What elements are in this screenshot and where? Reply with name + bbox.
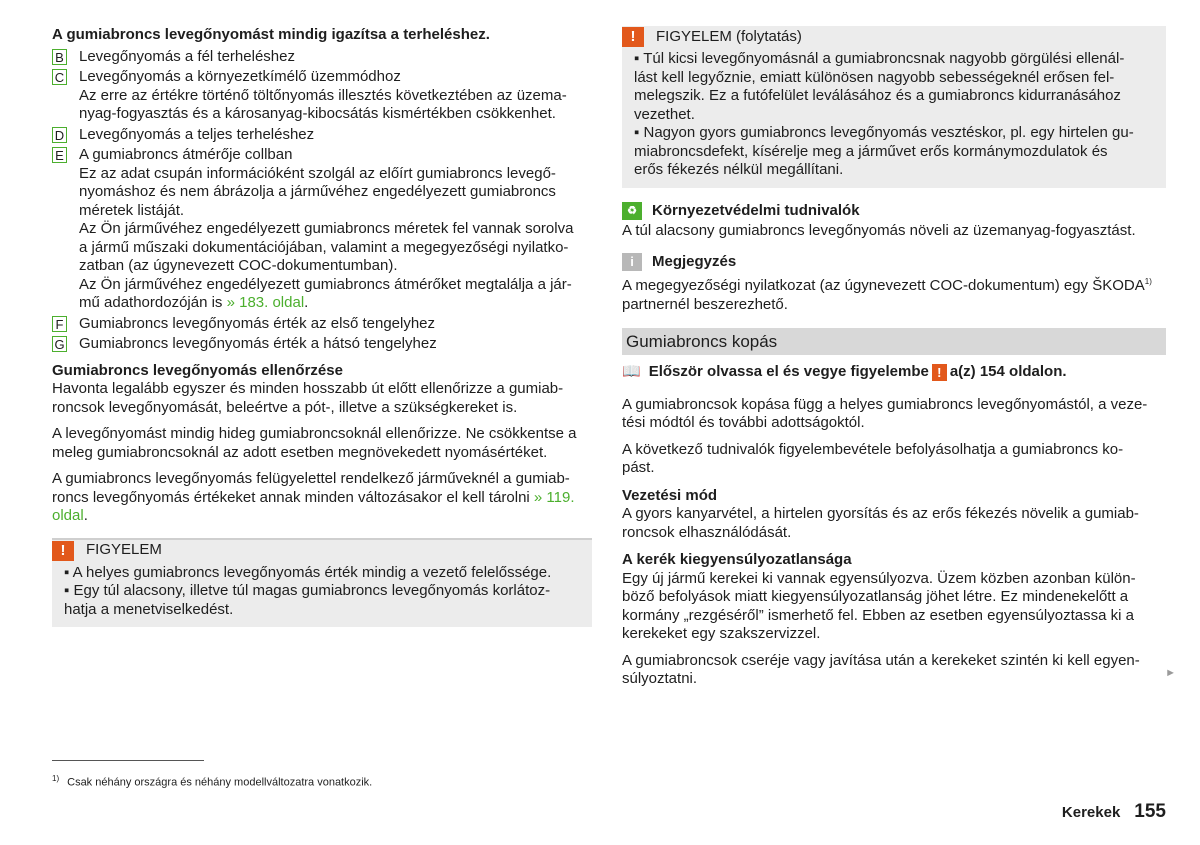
driving-line: roncsok elhasználódását. xyxy=(622,523,792,541)
balance-line: böző befolyások miatt kiegyensúlyozatlanság jöhet létre. Ez mindenekelőtt a xyxy=(622,588,1129,605)
legend-item-f xyxy=(52,315,592,334)
legend-text-run: mű adathordozóján is xyxy=(79,294,227,311)
final-line: súlyoztatni. xyxy=(622,670,698,687)
legend-item-g xyxy=(52,335,592,354)
footnote-mark: 1) xyxy=(52,774,60,783)
legend-text xyxy=(79,294,592,313)
right-column xyxy=(622,26,1166,689)
note-title: Megjegyzés xyxy=(652,252,737,270)
continue-arrow-icon[interactable]: ► xyxy=(1165,667,1176,679)
legend-text: méretek listáját. xyxy=(79,201,185,219)
section-title-bar xyxy=(622,328,1166,355)
legend-key: E xyxy=(52,147,67,163)
warning-box xyxy=(52,538,592,628)
footnote xyxy=(52,772,372,790)
warning-icon[interactable]: ! xyxy=(932,364,947,381)
legend-text: A gumiabroncs átmérője collban xyxy=(79,146,293,163)
warning-line: vezethet. xyxy=(634,105,695,123)
note-header xyxy=(622,253,1166,272)
wear-paragraph-1-line: tési módtól és további adottságoktól. xyxy=(622,414,865,431)
check-paragraph-2-line: meleg gumiabroncsoknál az adott esetben megnövekedett nyomásértéket. xyxy=(52,443,548,461)
balance-heading: A kerék kiegyensúlyozatlansága xyxy=(622,551,852,568)
read-first-text: Először olvassa el és vegye figyelembe xyxy=(648,363,929,380)
info-icon: i xyxy=(622,253,642,271)
eco-text: A túl alacsony gumiabroncs levegőnyomás növeli az üzemanyag-fogyasztást. xyxy=(622,222,1136,239)
warning-line: ▪ A helyes gumiabroncs levegőnyomás érték mindig a vezető felelőssége. xyxy=(64,563,552,581)
legend-text: Az Ön járművéhez engedélyezett gumiabroncs átmérőket megtalálja a jár- xyxy=(79,275,572,293)
warning-continued-box xyxy=(622,26,1166,188)
pressure-adjust-heading: A gumiabroncs levegőnyomást mindig igazítsa a terheléshez. xyxy=(52,26,490,43)
left-column xyxy=(52,26,592,627)
note-line xyxy=(622,273,1166,296)
book-icon: 📖 xyxy=(622,363,641,380)
legend-key: G xyxy=(52,336,67,352)
warning-line: ▪ Túl kicsi levegőnyomásnál a gumiabroncsnak nagyobb görgülési ellenál- xyxy=(634,50,1125,67)
page-number: 155 xyxy=(1134,801,1166,822)
warning-line: hatja a menetviselkedést. xyxy=(64,600,234,618)
legend-key: F xyxy=(52,316,67,332)
warning-line: erős fékezés nélkül megállítani. xyxy=(634,161,844,178)
footnote-divider xyxy=(52,760,204,761)
warning-line: ▪ Egy túl alacsony, illetve túl magas gumiabroncs levegőnyomás korlátoz- xyxy=(64,582,551,599)
legend-item-e xyxy=(52,146,592,313)
warning-line: melegszik. Ez a futófelület leválásához és a gumiabroncs kidurranásához xyxy=(634,87,1121,104)
legend-text: a jármű műszaki dokumentációjában, valamint a megegyezőségi nyilatko- xyxy=(79,238,569,256)
check-paragraph-3-line xyxy=(52,489,592,508)
page-183-link[interactable]: » 183. oldal xyxy=(226,294,305,311)
warning-line: ▪ Nagyon gyors gumiabroncs levegőnyomás vesztéskor, pl. egy hirtelen gu- xyxy=(634,124,1134,141)
label-legend xyxy=(52,48,592,354)
balance-line: Egy új jármű kerekei ki vannak egyensúlyozva. Üzem közben azonban külön- xyxy=(622,569,1136,587)
check-heading: Gumiabroncs levegőnyomás ellenőrzése xyxy=(52,361,343,379)
final-line: A gumiabroncsok cseréje vagy javítása után a kerekeket szintén ki kell egyen- xyxy=(622,651,1140,669)
legend-text: nyomáshoz és nem ábrázolja a járművéhez engedélyezett gumiabroncs xyxy=(79,183,556,200)
driving-line: A gyors kanyarvétel, a hirtelen gyorsítás és az erős fékezés növelik a gumiab- xyxy=(622,505,1139,522)
chapter-name: Kerekek xyxy=(1061,804,1121,821)
warning-line: lást kell legyőznie, emiatt különösen nagyobb sebességeknél erősen fel- xyxy=(634,68,1115,86)
legend-text: Levegőnyomás a környezetkímélő üzemmódhoz xyxy=(79,68,401,85)
legend-key: C xyxy=(52,69,67,85)
legend-text: nyag-fogyasztás és a károsanyag-kibocsátás kismértékben csökkenhet. xyxy=(79,105,556,122)
warning-icon: ! xyxy=(622,27,644,47)
page-119-link-cont[interactable]: oldal xyxy=(52,507,84,524)
note-line: partnernél beszerezhető. xyxy=(622,295,788,313)
legend-text: zatban (az úgynevezett COC-dokumentumban). xyxy=(79,257,398,274)
check-paragraph-3-line xyxy=(52,507,592,526)
eco-car-icon: ♻ xyxy=(622,202,642,220)
legend-text: Az erre az értékre történő töltőnyomás illesztés következtében az üzema- xyxy=(79,86,567,104)
legend-text: Gumiabroncs levegőnyomás érték a hátsó tengelyhez xyxy=(79,335,437,352)
warning-title: FIGYELEM (folytatás) xyxy=(656,27,802,45)
text-run: roncs levegőnyomás értékeket annak minden változásakor el kell tárolni xyxy=(52,488,534,506)
legend-text: Levegőnyomás a fél terheléshez xyxy=(79,47,295,65)
eco-title: Környezetvédelmi tudnivalók xyxy=(652,201,860,219)
check-paragraph-2-line: A levegőnyomást mindig hideg gumiabroncsoknál ellenőrizze. Ne csökkentse a xyxy=(52,425,577,442)
legend-item-b xyxy=(52,48,592,67)
check-paragraph-1-line: roncsok levegőnyomását, beleértve a pót-, illetve a szükségkereket is. xyxy=(52,398,518,416)
footnote-text: Csak néhány országra és néhány modellváltozatra vonatkozik. xyxy=(67,776,373,789)
legend-text: Ez az adat csupán információként szolgál az előírt gumiabroncs levegő- xyxy=(79,164,556,182)
section-title: Gumiabroncs kopás xyxy=(626,332,778,351)
read-first-ref: a(z) 154 oldalon. xyxy=(949,363,1067,380)
warning-body xyxy=(622,48,1166,188)
wear-paragraph-1-line: A gumiabroncsok kopása függ a helyes gumiabroncs levegőnyomástól, a veze- xyxy=(622,395,1148,413)
warning-line: miabroncsdefekt, kísérelje meg a járművet erős kormánymozdulatok és xyxy=(634,142,1108,160)
warning-header xyxy=(52,540,592,562)
read-first-note xyxy=(622,363,1166,382)
warning-header xyxy=(622,26,1166,48)
warning-body xyxy=(52,562,592,628)
footnote-ref[interactable]: 1) xyxy=(1144,277,1152,286)
legend-text: Levegőnyomás a teljes terheléshez xyxy=(79,125,315,143)
page-119-link[interactable]: » 119. xyxy=(533,488,575,506)
wear-paragraph-2-line: A következő tudnivalók figyelembevétele befolyásolhatja a gumiabroncs ko- xyxy=(622,440,1124,458)
balance-line: kormány „rezgéséről” ismerhető fel. Ebben az esetben egyensúlyoztassa ki a xyxy=(622,606,1134,624)
punctuation: . xyxy=(83,507,88,524)
legend-text: Az Ön járművéhez engedélyezett gumiabroncs méretek fel vannak sorolva xyxy=(79,220,574,237)
balance-line: kerekeket egy szakszervizzel. xyxy=(622,625,821,642)
legend-item-d xyxy=(52,126,592,145)
wear-paragraph-2-line: pást. xyxy=(622,459,655,476)
legend-key: D xyxy=(52,127,67,143)
punctuation: . xyxy=(304,294,309,311)
legend-text: Gumiabroncs levegőnyomás érték az első tengelyhez xyxy=(79,314,436,332)
warning-icon: ! xyxy=(52,541,74,561)
check-paragraph-1-line: Havonta legalább egyszer és minden hosszabb út előtt ellenőrizze a gumiab- xyxy=(52,380,564,397)
note-text: A megegyezőségi nyilatkozat (az úgynevezett COC-dokumentum) egy ŠKODA xyxy=(622,277,1145,294)
legend-key: B xyxy=(52,49,67,65)
driving-heading: Vezetési mód xyxy=(622,486,718,504)
eco-header xyxy=(622,202,1166,221)
page-footer xyxy=(1062,803,1166,823)
legend-item-c xyxy=(52,68,592,124)
warning-title: FIGYELEM xyxy=(86,541,162,559)
check-paragraph-3-line: A gumiabroncs levegőnyomás felügyelettel rendelkező járműveknél a gumiab- xyxy=(52,470,570,487)
